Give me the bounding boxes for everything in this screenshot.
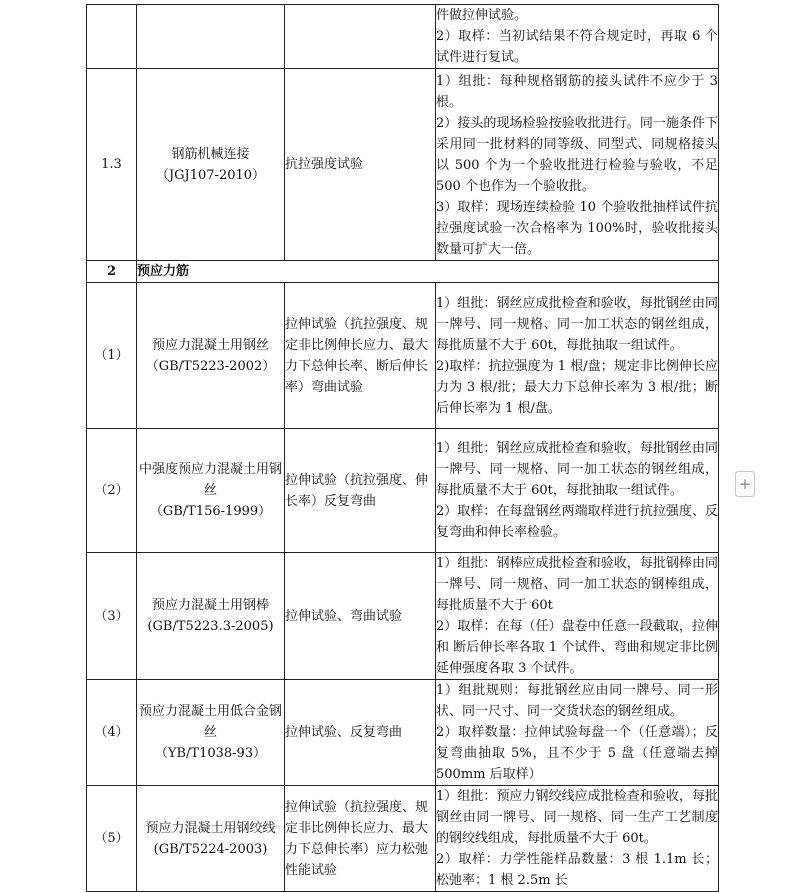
item-number-cell <box>87 5 137 69</box>
requirement-text: 1）组批：钢棒应成批检查和验收，每批钢棒由同一牌号、同一规格、同一加工状态的钢棒组成，每批质量不大于 60t <box>436 556 718 613</box>
requirement-text: 2）取样：当初试结果不符合规定时，再取 6 个试件进行复试。 <box>436 29 718 65</box>
item-name-cell <box>137 553 285 680</box>
item-name-cell <box>137 69 285 261</box>
item-name-cell <box>137 786 285 892</box>
test-items-cell <box>285 5 436 69</box>
item-standard: （JGJ107-2010） <box>155 167 266 183</box>
section-title: 预应力筋 <box>137 261 719 283</box>
item-standard: （YB/T1038-93） <box>154 746 267 761</box>
test-items-cell: 拉伸试验（抗拉强度、规定非比例伸长应力、最大力下总伸长率）应力松弛性能试验 <box>285 786 436 892</box>
item-name: 预应力混凝土用低合金钢丝 <box>138 704 282 740</box>
sampling-requirements-cell <box>436 429 719 553</box>
test-items-cell: 拉伸试验、弯曲试验 <box>285 553 436 680</box>
section-number: 2 <box>87 261 137 283</box>
test-items-cell: 拉伸试验（抗拉强度、伸长率）反复弯曲 <box>285 429 436 553</box>
requirement-text: 件做拉伸试验。 <box>436 8 528 23</box>
requirement-text: 1）组批：钢丝应成批检查和验收，每批钢丝由同一牌号、同一规格、同一加工状态的钢丝组成，每批质量不大于 60t，每批抽取一组试件。 <box>436 295 718 353</box>
item-number-cell: （3） <box>87 553 137 680</box>
requirement-text: 2）取样数量：拉伸试验每盘一个（任意端）；反复弯曲抽取 5%，且不少于 5 盘（任意端去掉 500mm 后取样） <box>436 725 718 782</box>
item-number-cell: （5） <box>87 786 137 892</box>
requirement-text: 3）取样：现场连续检验 10 个验收批抽样试件抗拉强度试验一次合格率为 100%时，验收批接头数量可扩大一倍。 <box>436 200 718 257</box>
item-name: 预应力混凝土用钢绞线(GB/T5224-2003) <box>145 820 276 857</box>
item-name-cell <box>137 429 285 553</box>
requirement-text: 2）取样：力学性能样品数量：3 根 1.1m 长；松弛率：1 根 2.5m 长 <box>436 852 718 888</box>
item-standard: （GB/T5223-2002） <box>145 358 276 374</box>
table-row <box>87 786 719 892</box>
table-row <box>87 283 719 429</box>
item-name: 钢筋机械连接 <box>171 146 250 162</box>
requirement-text: 1）组批规则：每批钢丝应由同一牌号、同一形状、同一尺寸、同一交货状态的钢丝组成。 <box>436 683 718 719</box>
test-items-cell: 拉伸试验（抗拉强度、规定非比例伸长应力、最大力下总伸长率、断后伸长率）弯曲试验 <box>285 283 436 429</box>
table-row <box>87 553 719 680</box>
sampling-requirements-cell <box>436 5 719 69</box>
requirement-text: 2）取样：在每盘钢丝两端取样进行抗拉强度、反复弯曲和伸长率检验。 <box>436 504 718 540</box>
item-number-cell: （1） <box>87 283 137 429</box>
item-standard: （GB/T156-1999） <box>149 504 272 519</box>
table-row <box>87 429 719 553</box>
requirement-text: 1）组批：预应力钢绞线应成批检查和验收，每批钢丝由同一牌号、同一规格、同一生产工艺制度的钢绞线组成，每批质量不大于 60t。 <box>436 789 718 846</box>
sampling-requirements-cell <box>436 283 719 429</box>
sampling-requirements-cell <box>436 786 719 892</box>
item-name: 预应力混凝土用钢丝 <box>151 337 269 353</box>
requirement-text: 2）取样：在每（任）盘卷中任意一段截取，拉伸和 断后伸长率各取 1 个试件、弯曲和规定非比例延伸强度各取 3 个试件。 <box>436 619 718 676</box>
item-number-cell: 1.3 <box>87 69 137 261</box>
item-name-cell <box>137 283 285 429</box>
requirement-text: 2)取样：抗拉强度为 1 根/盘；规定非比例伸长应力为 3 根/批；最大力下总伸长率为 3 根/批；断后伸长率为 1 根/盘。 <box>436 358 718 416</box>
item-name-cell <box>137 680 285 786</box>
section-row <box>87 261 719 283</box>
requirement-text: 1）组批：每种规格钢筋的接头试件不应少于 3 根。 <box>436 74 718 110</box>
inspection-standards-table <box>86 4 719 892</box>
test-items-cell: 拉伸试验、反复弯曲 <box>285 680 436 786</box>
test-items-cell: 抗拉强度试验 <box>285 69 436 261</box>
requirement-text: 1）组批：钢丝应成批检查和验收，每批钢丝由同一牌号、同一规格、同一加工状态的钢丝组成，每批质量不大于 60t，每批抽取一组试件。 <box>436 441 718 498</box>
add-row-button[interactable]: + <box>735 471 755 497</box>
table-row <box>87 680 719 786</box>
requirement-text: 2）接头的现场检验按验收批进行。同一施条件下采用同一批材料的同等级、同型式、同规格接头以 500 个为一个验收批进行检验与验收，不足 500 个也作为一个验收批。 <box>436 116 718 194</box>
sampling-requirements-cell <box>436 69 719 261</box>
item-standard: (GB/T5223.3-2005) <box>147 619 274 634</box>
item-name: 中强度预应力混凝土用钢丝 <box>138 462 282 498</box>
item-number-cell: （2） <box>87 429 137 553</box>
sampling-requirements-cell <box>436 680 719 786</box>
table-row <box>87 69 719 261</box>
item-number-cell: （4） <box>87 680 137 786</box>
item-name: 预应力混凝土用钢棒 <box>151 598 269 613</box>
table-row <box>87 5 719 69</box>
sampling-requirements-cell <box>436 553 719 680</box>
item-name-cell <box>137 5 285 69</box>
